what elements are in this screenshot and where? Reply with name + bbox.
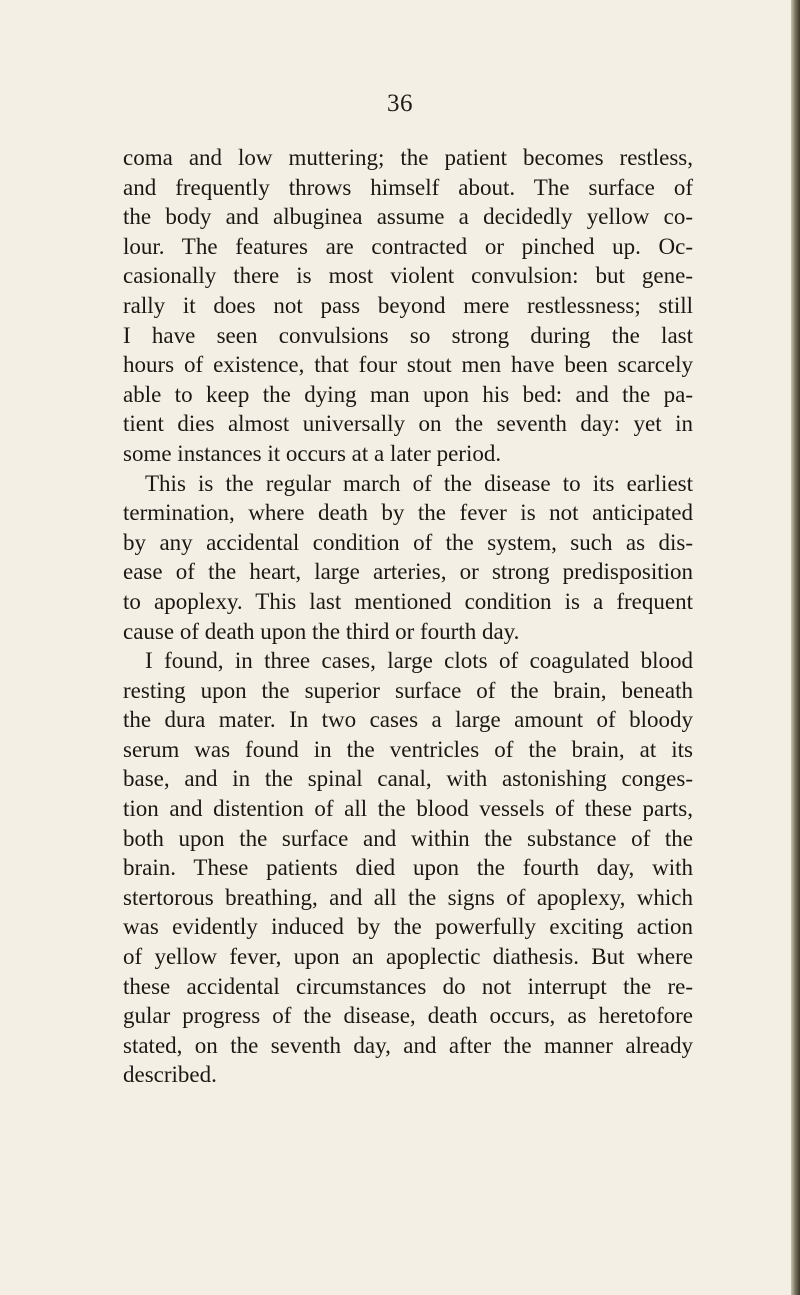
text-line: and frequently throws himself about. The surface of (123, 174, 693, 200)
text-line: tion and distention of all the blood vessels of these parts, (123, 796, 693, 822)
text-line: serum was found in the ventricles of the brain, at its (123, 736, 693, 762)
text-line: of yellow fever, upon an apoplectic diathesis. But where (123, 944, 693, 970)
text-line: was evidently induced by the powerfully exciting action (123, 914, 693, 940)
text-line: lour. The features are contracted or pinched up. Oc- (123, 233, 693, 259)
text-line: brain. These patients died upon the fourth day, with (123, 855, 693, 881)
text-line: resting upon the superior surface of the brain, beneath (123, 677, 693, 703)
text-line: by any accidental condition of the system, such as dis- (123, 529, 693, 555)
text-line: coma and low muttering; the patient becomes restless, (123, 145, 693, 170)
page-number: 36 (387, 90, 413, 117)
text-line: the body and albuginea assume a decidedly yellow co- (123, 204, 693, 230)
text-line: both upon the surface and within the substance of the (123, 825, 693, 851)
text-line: cause of death upon the third or fourth day. (123, 618, 520, 644)
text-line: the dura mater. In two cases a large amount of bloody (123, 707, 693, 733)
text-line: This is the regular march of the disease to its earliest (145, 470, 693, 496)
text-line: tient dies almost universally on the seventh day: yet in (123, 411, 693, 437)
text-line: gular progress of the disease, death occurs, as heretofore (123, 1003, 693, 1029)
text-line: I have seen convulsions so strong during the last (123, 322, 693, 348)
page-edge-shadow (791, 0, 800, 1295)
text-line: some instances it occurs at a later period. (123, 440, 502, 466)
body-text (123, 143, 693, 1090)
text-line: able to keep the dying man upon his bed: and the pa- (123, 381, 693, 407)
text-line: termination, where death by the fever is not anticipated (123, 500, 693, 526)
text-line: stertorous breathing, and all the signs of apoplexy, which (123, 884, 693, 910)
text-line: I found, in three cases, large clots of coagulated blood (145, 648, 693, 674)
text-line: to apoplexy. This last mentioned condition is a frequent (123, 588, 693, 614)
text-line: hours of existence, that four stout men have been scarcely (123, 352, 693, 378)
text-line: rally it does not pass beyond mere restlessness; still (123, 292, 693, 318)
text-line: base, and in the spinal canal, with astonishing conges- (123, 766, 693, 792)
text-line: described. (123, 1062, 217, 1088)
text-line: these accidental circumstances do not interrupt the re- (123, 973, 693, 999)
text-line: stated, on the seventh day, and after the manner already (123, 1032, 693, 1058)
text-line: ease of the heart, large arteries, or strong predisposition (123, 559, 693, 585)
text-line: casionally there is most violent convulsion: but gene- (123, 263, 693, 289)
